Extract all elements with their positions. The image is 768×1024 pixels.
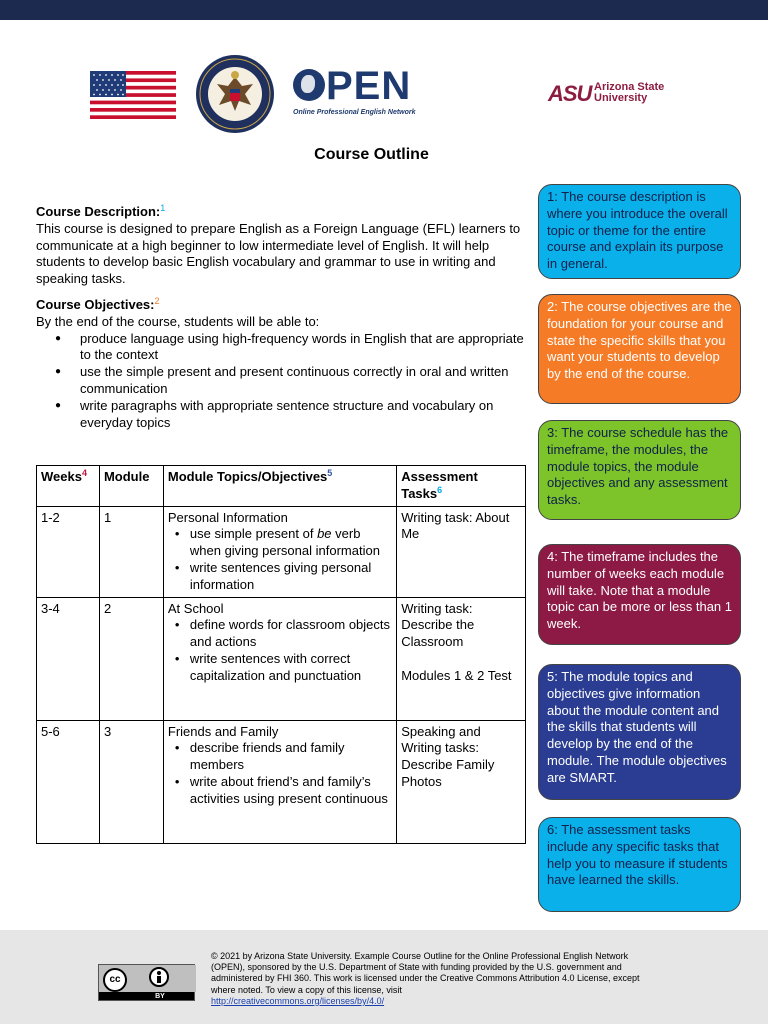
course-objectives-heading: Course Objectives:$^2$ <box>36 296 160 312</box>
by-label: BY <box>155 993 165 1000</box>
header-module: Module <box>99 466 163 507</box>
cell-topics <box>163 506 396 597</box>
asu-name: Arizona State University <box>594 81 665 104</box>
license-text: © 2021 by Arizona State University. Example Course Outline for the Online Professional English Network (OPEN), sponsored by the U.S. Department of State with funding provided by the U.S. government and administered by FHI 360. This work is licensed under the Creative Commons Attribution 4.0 License, except where noted. To view a copy of this license, visit http://creativecommons.org/licenses/by/4.0/ <box>211 951 640 1006</box>
callout-course-description: 1: The course description is where you introduce the overall topic or theme for the entire course and explain its purpose in general. <box>538 184 741 279</box>
callout-assessment-tasks: 6: The assessment tasks include any specific tasks that help you to measure if students have learned the skills. <box>538 817 741 912</box>
cc-by-license-badge <box>98 964 195 1001</box>
asu-mark: ASU <box>548 81 592 106</box>
cell-module: 2 <box>99 597 163 720</box>
state-department-seal-icon <box>195 53 275 135</box>
callout-timeframe: 4: The timeframe includes the number of weeks each module will take. Note that a module topic can be more or less than 1 week. <box>538 544 741 645</box>
license-link[interactable]: http://creativecommons.org/licenses/by/4.0/ <box>211 995 385 1006</box>
header-topics: Module Topics/Objectives$^5$ <box>163 466 396 507</box>
cell-weeks: 3-4 <box>37 597 100 720</box>
header-assessment: Assessment Tasks$^6$ <box>397 466 526 507</box>
asu-logo <box>548 82 668 108</box>
module-topic: At School <box>167 600 224 616</box>
callout-course-schedule: 3: The course schedule has the timeframe, the modules, the module topics, the module objectives and any assessment tasks. <box>538 420 741 520</box>
module-topic: Friends and Family <box>167 723 279 739</box>
cell-weeks: 1-2 <box>37 506 100 597</box>
us-flag-icon <box>90 71 176 119</box>
footnote-marker: 2 <box>154 296 160 306</box>
page-title: Course Outline <box>314 146 429 163</box>
course-objectives-intro: By the end of the course, students will be able to: <box>36 313 320 329</box>
open-logo <box>293 66 425 122</box>
cell-module: 3 <box>99 720 163 843</box>
open-logo-subtitle: Online Professional English Network <box>293 109 416 116</box>
objective-item: ● use the simple present and present continuous correctly in oral and written communication <box>36 364 526 398</box>
cell-topics <box>163 597 396 720</box>
module-topic: Personal Information <box>167 509 288 525</box>
module-objective: • write sentences giving personal information <box>168 560 392 594</box>
cell-weeks: 5-6 <box>37 720 100 843</box>
course-description-section <box>36 204 521 288</box>
table-header-row <box>37 466 526 507</box>
callout-module-topics: 5: The module topics and objectives give information about the module content and the skills that students will develop by the end of the module. The module objectives are SMART. <box>538 664 741 800</box>
top-banner-bar <box>0 0 768 20</box>
course-description-text: This course is designed to prepare English as a Foreign Language (EFL) learners to communicate at a high beginner to low intermediate level of English. It will help students to develop basic English vocabulary and grammar to use in writing and speaking tasks. <box>36 220 521 287</box>
module-objective: • describe friends and family members <box>168 740 392 774</box>
footnote-marker: 1 <box>160 203 166 213</box>
module-objective: • write sentences with correct capitalization and punctuation <box>168 651 392 685</box>
creative-commons-icon: cc <box>103 968 127 992</box>
header-weeks: Weeks$^4$ <box>37 466 100 507</box>
attribution-person-icon <box>149 967 169 987</box>
table-row <box>37 506 526 597</box>
cell-topics <box>163 720 396 843</box>
table-row <box>37 597 526 720</box>
course-description-heading: Course Description:$^1$ <box>36 203 166 219</box>
module-objective: • define words for classroom objects and actions <box>168 617 392 651</box>
course-objectives-section <box>36 297 526 431</box>
cell-assessment: Writing task: About Me <box>397 506 526 597</box>
objectives-list <box>36 331 526 432</box>
callout-course-objectives: 2: The course objectives are the foundation for your course and state the specific skills that you want your students to develop by the end of the course. <box>538 294 741 404</box>
cell-assessment: Writing task: Describe the Classroom Modules 1 & 2 Test <box>397 597 526 720</box>
module-objective: • use simple present of be verb when giving personal information <box>168 526 392 560</box>
cell-assessment: Speaking and Writing tasks: Describe Family Photos <box>397 720 526 843</box>
module-objective: • write about friend’s and family’s activities using present continuous <box>168 774 392 808</box>
table-row <box>37 720 526 843</box>
globe-icon <box>293 69 325 101</box>
course-schedule-table <box>36 465 526 844</box>
objective-item: ● write paragraphs with appropriate sentence structure and vocabulary on everyday topics <box>36 398 526 432</box>
cell-module: 1 <box>99 506 163 597</box>
objective-item: ● produce language using high-frequency words in English that are appropriate to the context <box>36 331 526 365</box>
open-logo-wordmark: PEN <box>293 66 411 106</box>
